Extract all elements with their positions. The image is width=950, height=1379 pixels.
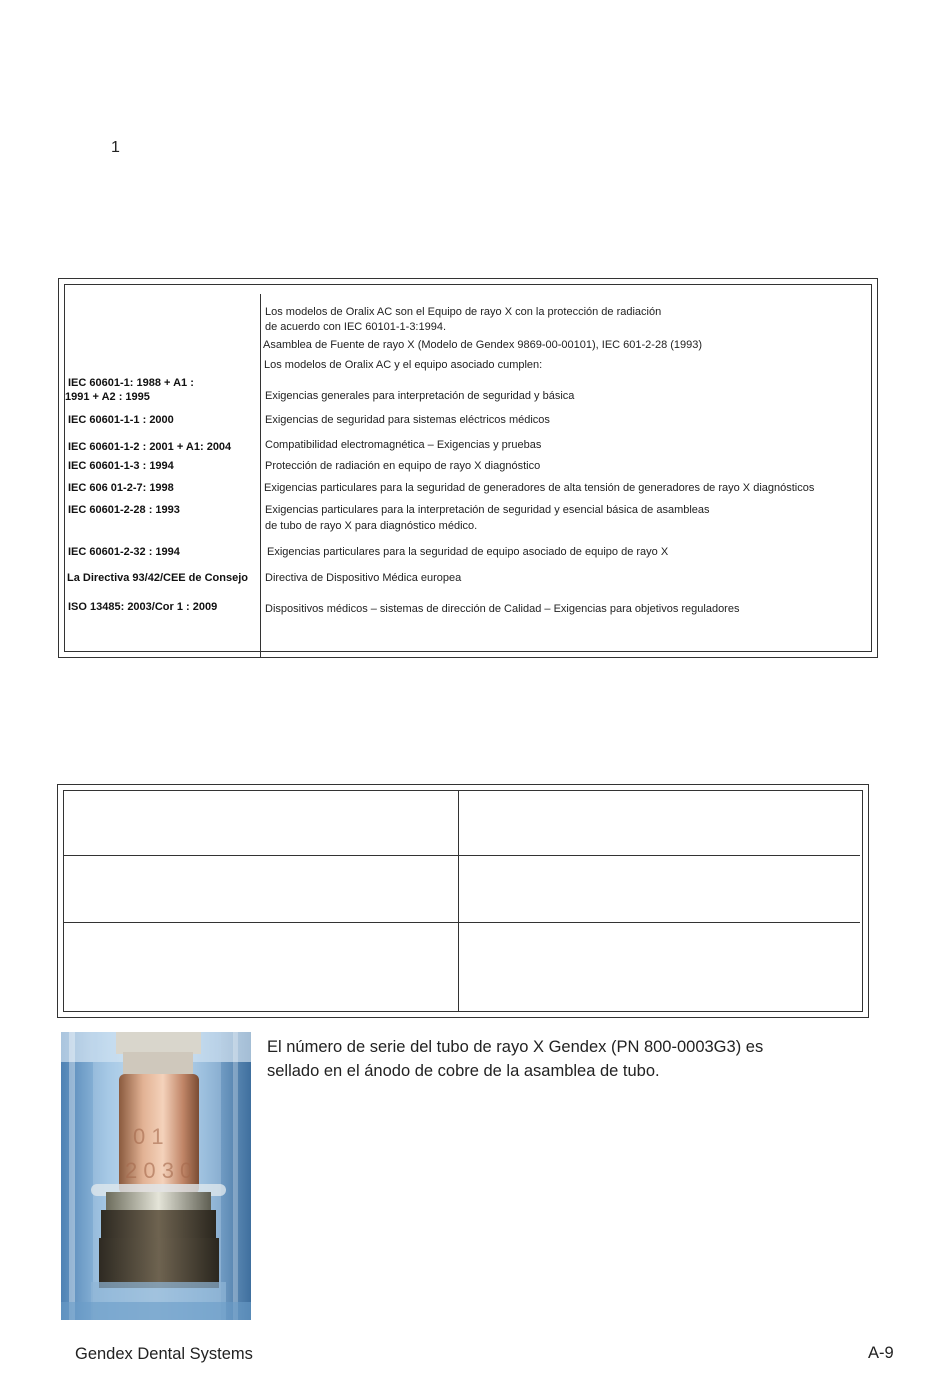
svg-text:0 1: 0 1 (133, 1124, 164, 1149)
standard-code: IEC 60601-2-32 : 1994 (68, 546, 180, 558)
tube-caption-line-1: El número de serie del tubo de rayo X Gendex (PN 800-0003G3) es (267, 1038, 764, 1056)
intro-line-1: Los modelos de Oralix AC son el Equipo de rayo X con la protección de radiación (265, 306, 662, 318)
standard-code: IEC 60601-2-28 : 1993 (68, 504, 180, 516)
footer-company: Gendex Dental Systems (75, 1345, 253, 1363)
tube-caption-line-2: sellado en el ánodo de cobre de la asamblea de tubo. (267, 1062, 660, 1080)
standard-description: Protección de radiación en equipo de rayo X diagnóstico (265, 460, 541, 472)
standard-description: Exigencias particulares para la seguridad de equipo asociado de equipo de rayo X (267, 546, 669, 558)
comply-line: Los modelos de Oralix AC y el equipo asociado cumplen: (264, 359, 543, 371)
standard-description: Exigencias particulares para la seguridad de generadores de alta tensión de generadores de rayo X diagnósticos (264, 482, 815, 494)
standard-description: Exigencias generales para interpretación de seguridad y básica (265, 390, 575, 402)
footer-page-number: A-9 (868, 1344, 894, 1362)
empty-table-row-divider (63, 922, 860, 923)
standard-description: Compatibilidad electromagnética – Exigencias y pruebas (265, 439, 542, 451)
tube-caption (267, 1035, 827, 1083)
standard-code-continued: 1991 + A2 : 1995 (65, 391, 150, 403)
standard-code: IEC 60601-1-2 : 2001 + A1: 2004 (68, 441, 232, 453)
standard-code: ISO 13485: 2003/Cor 1 : 2009 (68, 601, 218, 613)
standard-code: IEC 606 01-2-7: 1998 (68, 482, 174, 494)
standards-table-divider (260, 294, 261, 658)
standard-code: IEC 60601-1-3 : 1994 (68, 460, 174, 472)
standard-description: Exigencias particulares para la interpretación de seguridad y esencial básica de asambleas (265, 504, 710, 516)
standard-description: Dispositivos médicos – sistemas de dirección de Calidad – Exigencias para objetivos reguladores (265, 603, 740, 615)
standard-description: Exigencias de seguridad para sistemas eléctricos médicos (265, 414, 550, 426)
empty-table-column-divider (458, 790, 459, 1012)
standard-description: Directiva de Dispositivo Médica europea (265, 572, 462, 584)
empty-table-row-divider (63, 855, 860, 856)
xray-tube-photo (61, 1032, 251, 1320)
standard-code: La Directiva 93/42/CEE de Consejo (67, 572, 248, 584)
standard-code: IEC 60601-1-1 : 2000 (68, 414, 174, 426)
empty-table-inner-frame (63, 790, 863, 1012)
page-number: 1 (111, 139, 120, 156)
svg-text:2 0 3 0: 2 0 3 0 (125, 1158, 193, 1183)
standard-code: IEC 60601-1: 1988 + A1 : (68, 377, 194, 389)
standard-description-continued: de tubo de rayo X para diagnóstico médico. (265, 520, 478, 532)
assembly-line: Asamblea de Fuente de rayo X (Modelo de Gendex 9869-00-00101), IEC 601-2-28 (1993) (263, 339, 703, 351)
intro-line-2: de acuerdo con IEC 60101-1-3:1994. (265, 321, 447, 333)
